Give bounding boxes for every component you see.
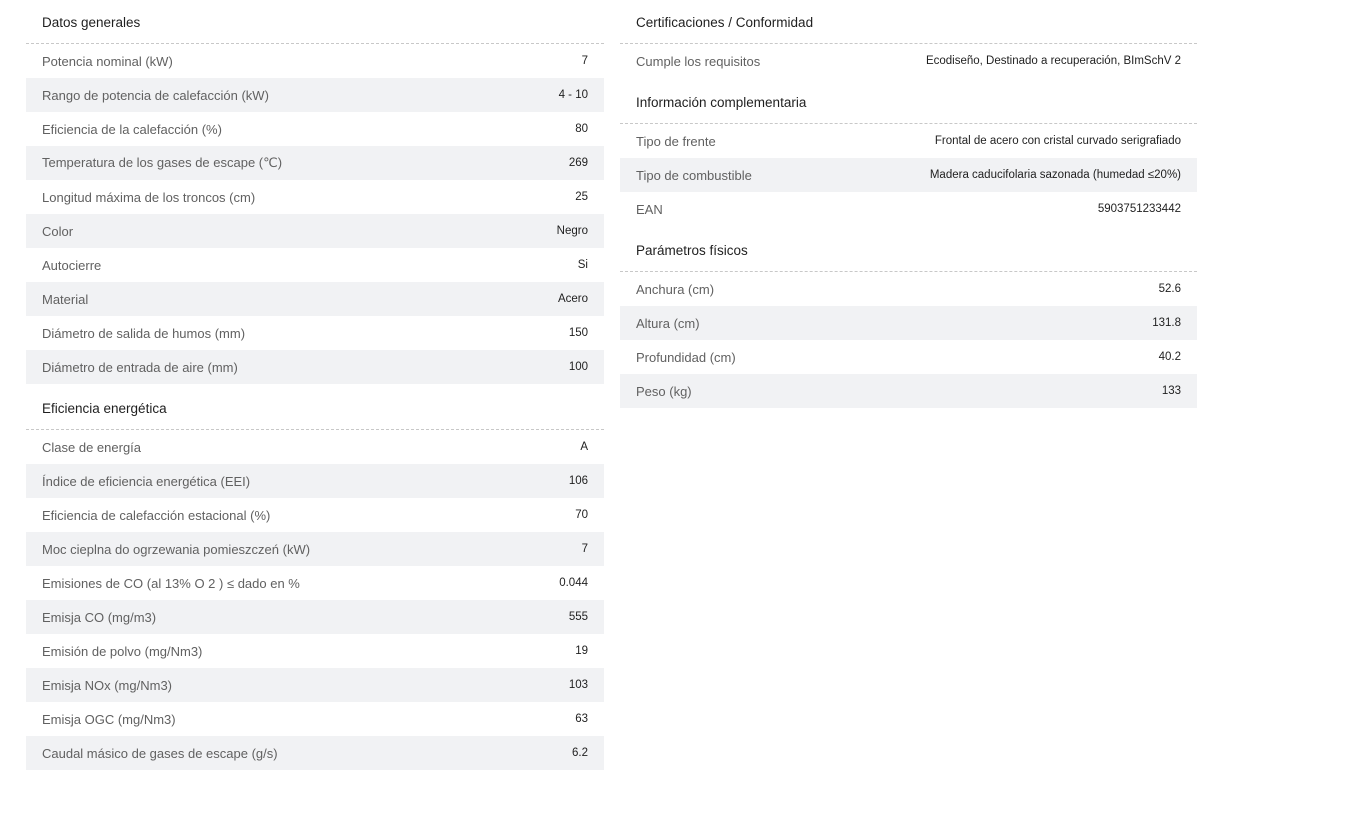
spec-value: 25 xyxy=(575,191,588,203)
spec-label: Tipo de frente xyxy=(636,133,716,149)
spec-row xyxy=(26,736,604,770)
spec-row xyxy=(26,112,604,146)
spec-value: 150 xyxy=(568,327,588,339)
spec-row xyxy=(26,44,604,78)
spec-row xyxy=(26,702,604,736)
spec-label: Temperatura de los gases de escape (℃) xyxy=(42,155,283,170)
spec-label: Autocierre xyxy=(42,257,102,273)
spec-label: Potencia nominal (kW) xyxy=(42,53,173,69)
spec-value: A xyxy=(580,441,588,453)
left-column xyxy=(26,0,604,770)
spec-row xyxy=(26,600,604,634)
spec-label: Eficiencia de la calefacción (%) xyxy=(42,121,222,137)
spec-label: Emisja OGC (mg/Nm3) xyxy=(42,711,176,727)
section-title-datos-generales: Datos generales xyxy=(26,0,604,44)
spec-value: 52.6 xyxy=(1158,283,1181,295)
spec-value: 4 - 10 xyxy=(558,89,588,101)
spec-row xyxy=(26,532,604,566)
spec-value: 0.044 xyxy=(559,577,588,589)
spec-value: 5903751233442 xyxy=(1097,203,1181,215)
section-title-parametros-fisicos: Parámetros físicos xyxy=(620,226,1197,272)
spec-row xyxy=(26,214,604,248)
spec-row xyxy=(620,272,1197,306)
spec-row xyxy=(26,248,604,282)
spec-label: EAN xyxy=(636,201,663,217)
spec-value: 269 xyxy=(568,157,588,169)
spec-row xyxy=(26,498,604,532)
spec-label: Profundidad (cm) xyxy=(636,349,736,365)
spec-value: 131.8 xyxy=(1152,317,1181,329)
spec-row xyxy=(620,158,1197,192)
spec-row xyxy=(26,78,604,112)
spec-list-informacion-complementaria xyxy=(620,124,1197,226)
spec-value: 103 xyxy=(568,679,588,691)
spec-row xyxy=(26,430,604,464)
spec-row xyxy=(26,668,604,702)
spec-row xyxy=(26,180,604,214)
section-title-informacion-complementaria: Información complementaria xyxy=(620,78,1197,124)
spec-list-parametros-fisicos xyxy=(620,272,1197,408)
spec-value: 70 xyxy=(575,509,588,521)
spec-list-datos-generales xyxy=(26,44,604,384)
spec-list-eficiencia-energetica xyxy=(26,430,604,770)
spec-label: Rango de potencia de calefacción (kW) xyxy=(42,87,269,103)
spec-label: Eficiencia de calefacción estacional (%) xyxy=(42,507,271,523)
spec-label: Color xyxy=(42,223,74,239)
spec-value: Si xyxy=(577,259,588,271)
spec-value: Ecodiseño, Destinado a recuperación, BImSchV 2 xyxy=(925,55,1181,67)
spec-label: Clase de energía xyxy=(42,439,142,455)
spec-value: 40.2 xyxy=(1158,351,1181,363)
spec-label: Índice de eficiencia energética (EEI) xyxy=(42,473,251,489)
spec-row xyxy=(620,306,1197,340)
spec-value: 19 xyxy=(575,645,588,657)
spec-value: 100 xyxy=(568,361,588,373)
spec-label: Emisiones de CO (al 13% O 2 ) ≤ dado en % xyxy=(42,575,300,591)
spec-value: 106 xyxy=(568,475,588,487)
spec-value: 7 xyxy=(581,55,588,67)
right-column xyxy=(620,0,1197,408)
spec-value: Negro xyxy=(556,225,588,237)
spec-row xyxy=(620,124,1197,158)
spec-value: 133 xyxy=(1161,385,1181,397)
spec-label: Emisja NOx (mg/Nm3) xyxy=(42,677,173,693)
spec-row xyxy=(26,464,604,498)
spec-label: Emisión de polvo (mg/Nm3) xyxy=(42,643,203,659)
spec-value: 7 xyxy=(581,543,588,555)
spec-value: Madera caducifolaria sazonada (humedad ≤20%) xyxy=(929,169,1181,181)
spec-label: Material xyxy=(42,291,89,307)
spec-row xyxy=(620,340,1197,374)
spec-value: Acero xyxy=(557,293,588,305)
spec-label: Anchura (cm) xyxy=(636,281,715,297)
spec-label: Emisja CO (mg/m3) xyxy=(42,609,157,625)
spec-label: Caudal másico de gases de escape (g/s) xyxy=(42,745,278,761)
section-title-certificaciones: Certificaciones / Conformidad xyxy=(620,0,1197,44)
spec-row xyxy=(26,350,604,384)
spec-value: 80 xyxy=(575,123,588,135)
spec-row xyxy=(26,634,604,668)
spec-row xyxy=(620,44,1197,78)
spec-row xyxy=(26,566,604,600)
spec-value: 63 xyxy=(575,713,588,725)
spec-value: 6.2 xyxy=(572,747,588,759)
spec-row xyxy=(620,192,1197,226)
spec-row xyxy=(26,146,604,180)
spec-row xyxy=(26,316,604,350)
spec-list-certificaciones xyxy=(620,44,1197,78)
spec-label: Diámetro de salida de humos (mm) xyxy=(42,325,246,341)
spec-label: Longitud máxima de los troncos (cm) xyxy=(42,189,256,205)
spec-label: Altura (cm) xyxy=(636,315,700,331)
spec-label: Peso (kg) xyxy=(636,383,692,399)
spec-label: Moc cieplna do ogrzewania pomieszczeń (kW) xyxy=(42,541,311,557)
section-title-eficiencia-energetica: Eficiencia energética xyxy=(26,384,604,430)
spec-value: 555 xyxy=(568,611,588,623)
spec-row xyxy=(620,374,1197,408)
spec-label: Cumple los requisitos xyxy=(636,53,761,69)
spec-row xyxy=(26,282,604,316)
spec-value: Frontal de acero con cristal curvado serigrafiado xyxy=(934,135,1181,147)
spec-label: Diámetro de entrada de aire (mm) xyxy=(42,359,238,375)
spec-label: Tipo de combustible xyxy=(636,167,752,183)
